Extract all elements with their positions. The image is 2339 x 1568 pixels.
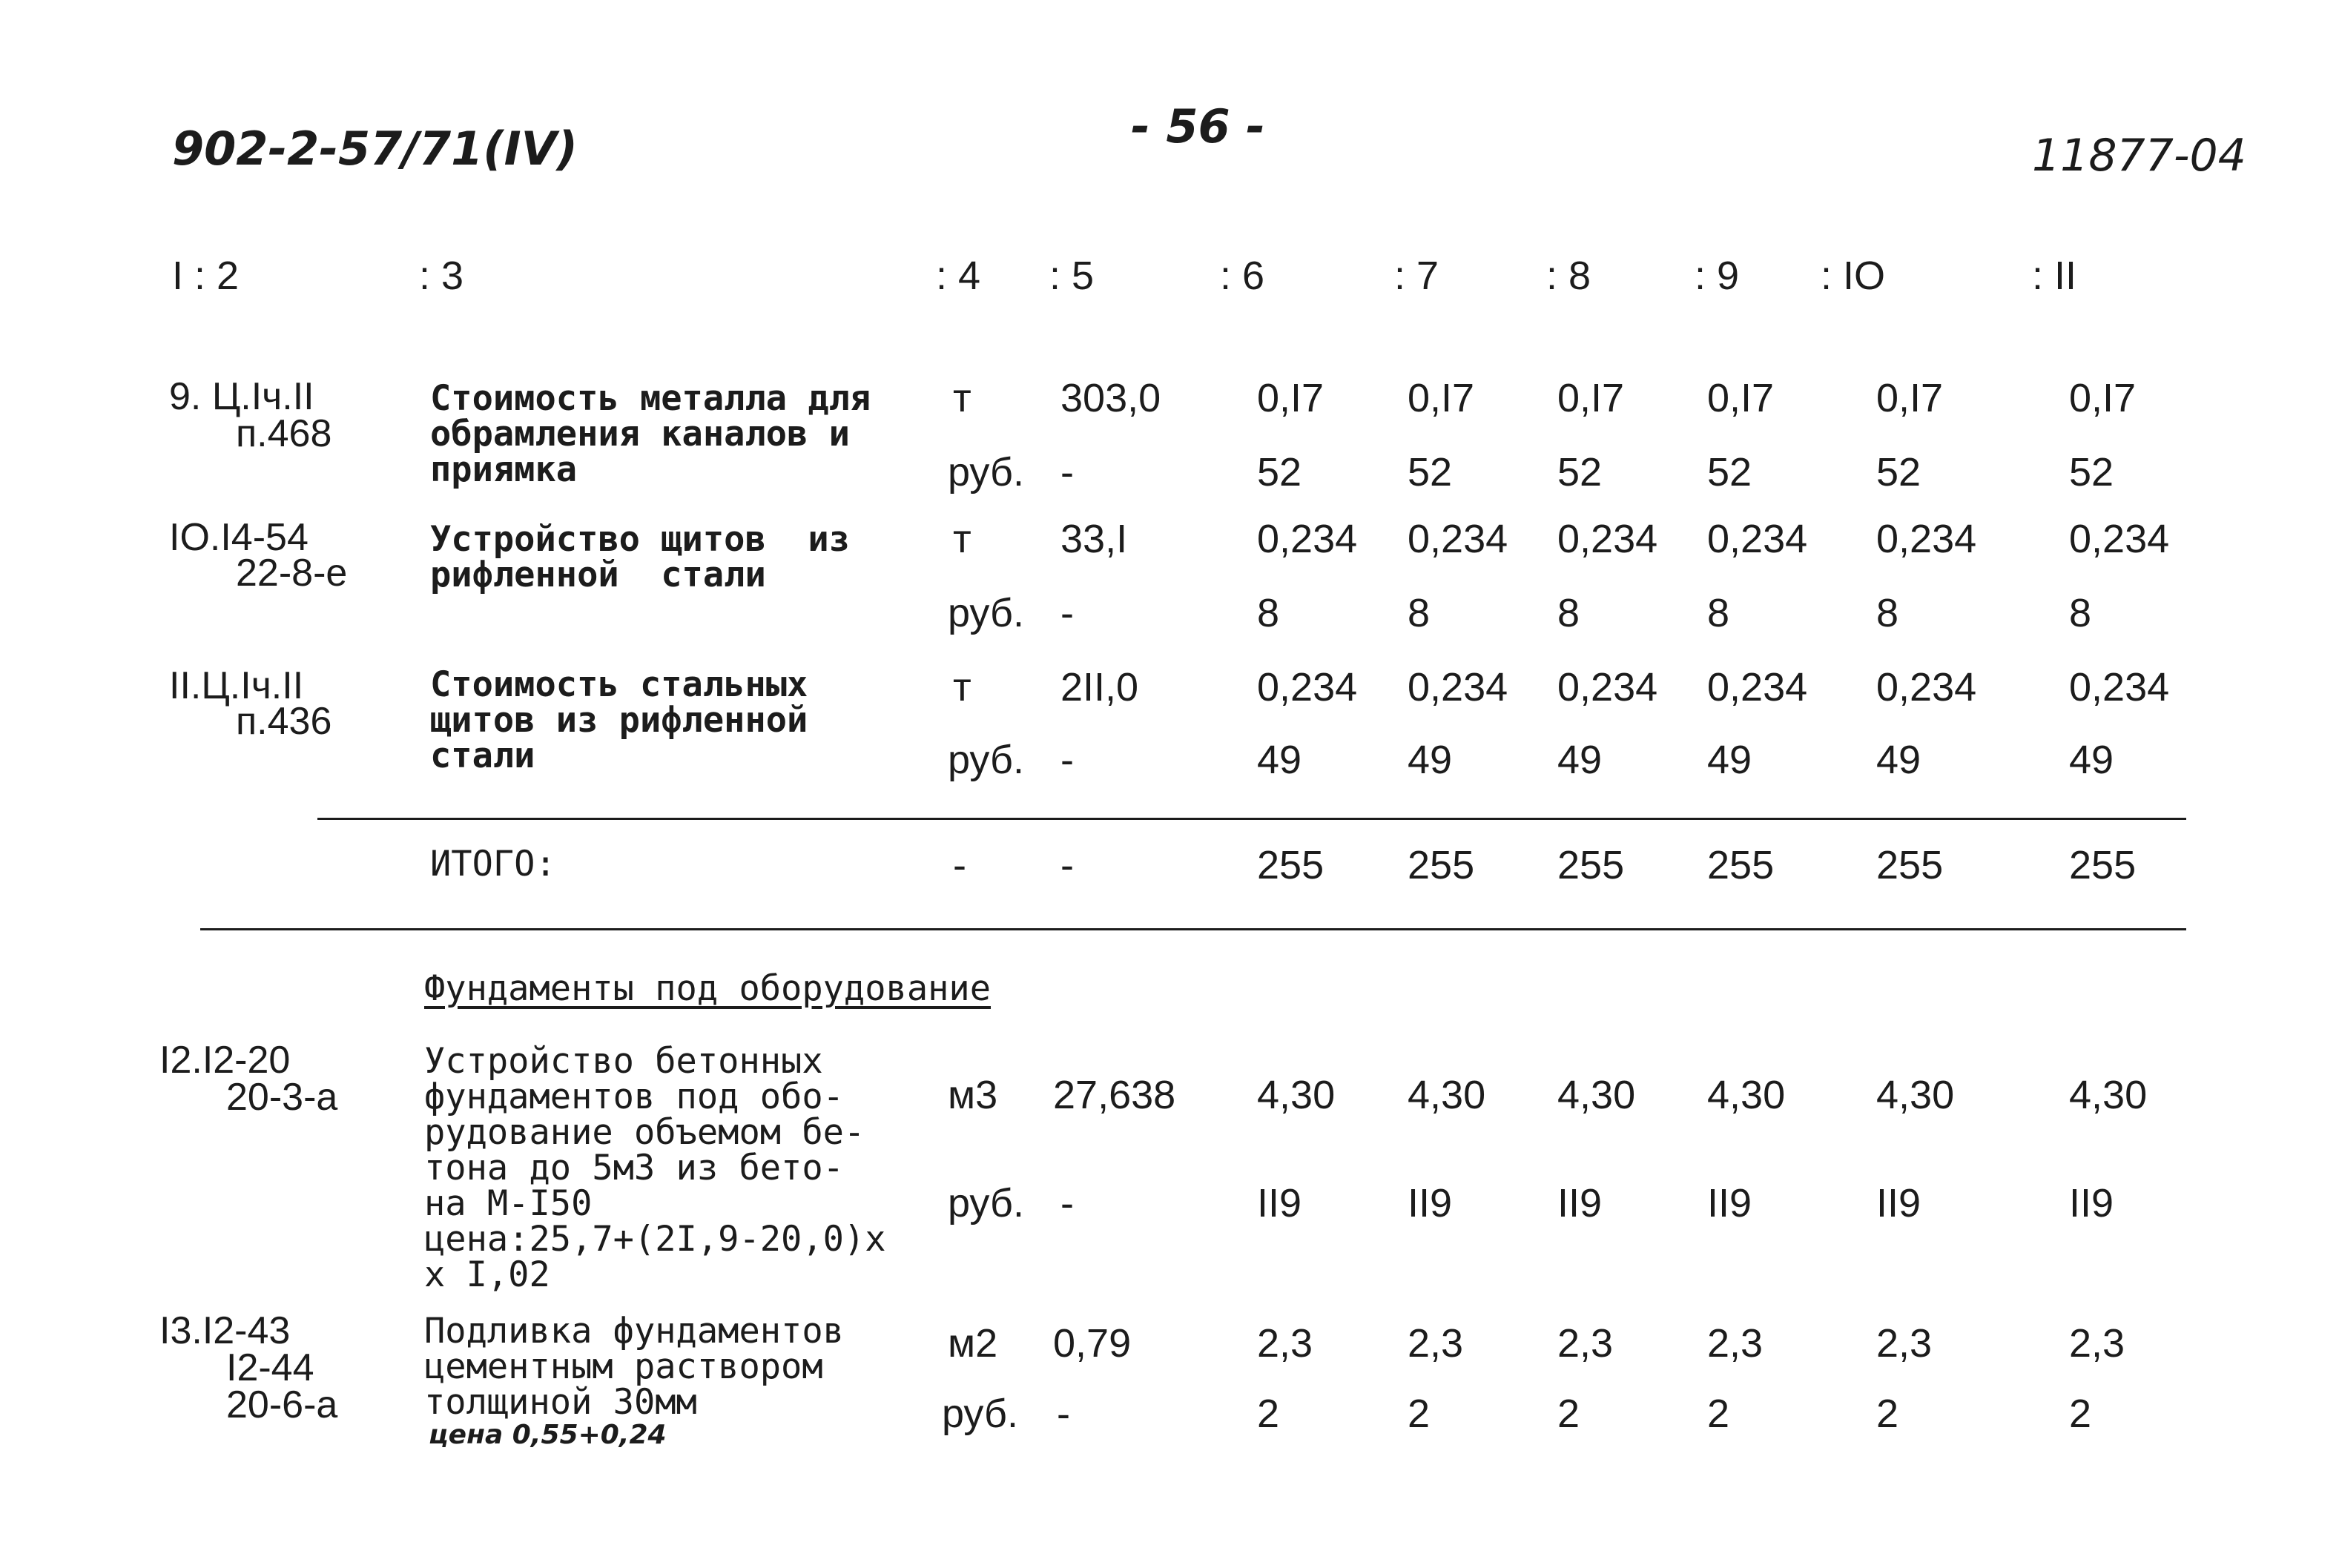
value-col-7: 0,I7 [1408,376,1475,420]
rub-col-8: II9 [1557,1181,1603,1225]
rub-col-9: 2 [1707,1392,1730,1436]
rub-col-11: 2 [2069,1392,2092,1436]
row-sub-code: п.468 [236,412,332,455]
value-col-9: 0,234 [1707,517,1808,561]
quantity-rub: - [1060,1181,1074,1225]
total-col-7: 255 [1408,843,1475,887]
row-sub-code: п.436 [236,700,332,743]
column-header-9: : 9 [1695,254,1740,298]
total-col-11: 255 [2069,843,2137,887]
unit-cubic-meters: м3 [948,1073,998,1117]
value-col-10: 0,I7 [1876,376,1944,420]
row-description: Стоимость стальных щитов из рифленной стали [430,664,808,776]
column-header-7: : 7 [1394,254,1439,298]
quantity: 27,638 [1053,1073,1176,1117]
unit-rubles: руб. [948,591,1024,635]
column-header-1-2: I : 2 [172,254,240,298]
rub-col-7: 2 [1408,1392,1431,1436]
column-header-10: : IO [1821,254,1886,298]
rub-col-6: 52 [1257,450,1302,494]
rub-col-10: 8 [1876,591,1899,635]
rub-col-9: 8 [1707,591,1730,635]
rub-col-10: 49 [1876,738,1921,782]
rub-col-7: 49 [1408,738,1453,782]
row-description: Устройство щитов из рифленной стали [430,519,850,595]
value-col-10: 4,30 [1876,1073,1955,1117]
rub-col-9: 52 [1707,450,1752,494]
value-col-6: 0,I7 [1257,376,1324,420]
value-col-11: 0,234 [2069,517,2170,561]
value-col-11: 4,30 [2069,1073,2148,1117]
unit-rubles: руб. [942,1392,1018,1436]
value-col-8: 0,234 [1557,665,1658,709]
quantity: 2II,0 [1060,665,1139,709]
value-col-10: 0,234 [1876,517,1977,561]
column-header-4: : 4 [936,254,981,298]
row-sub-code: 22-8-е [236,552,348,595]
value-col-9: 2,3 [1707,1321,1764,1366]
unit-rubles: руб. [948,1181,1024,1225]
rub-col-6: 2 [1257,1392,1280,1436]
value-col-10: 0,234 [1876,665,1977,709]
row-description: Устройство бетонных фундаментов под обо- рудование объемом бе- тона до 5м3 из бето- на М-I50 цена:25,7+(2I,9-20,0)х х I,02 [424,1041,886,1295]
divider-top [317,818,2186,820]
unit-tons: т [953,376,971,420]
rub-col-11: II9 [2069,1181,2114,1225]
value-col-8: 4,30 [1557,1073,1636,1117]
total-label: ИТОГО: [430,844,556,884]
unit-square-meters: м2 [948,1321,998,1366]
total-dash-unit: - [953,843,966,887]
section-title: Фундаменты под оборудование [424,968,992,1009]
sheet-code: 11877-04 [2032,130,2246,182]
total-col-6: 255 [1257,843,1324,887]
quantity-rub: - [1060,450,1074,494]
quantity-rub: - [1057,1392,1070,1436]
rub-col-6: 8 [1257,591,1280,635]
row-number-code: I3.I2-43 [159,1309,291,1352]
rub-col-7: 8 [1408,591,1431,635]
quantity: 33,I [1060,517,1128,561]
unit-rubles: руб. [948,738,1024,782]
value-col-8: 0,234 [1557,517,1658,561]
rub-col-9: 49 [1707,738,1752,782]
column-header-3: : 3 [419,254,464,298]
document-code: 902-2-57/71(IV) [172,122,578,176]
rub-col-11: 49 [2069,738,2114,782]
rub-col-6: 49 [1257,738,1302,782]
divider-bottom [200,928,2186,930]
total-col-9: 255 [1707,843,1775,887]
value-col-9: 0,234 [1707,665,1808,709]
row-description: Подливка фундаментов цементным раствором толщиной 30мм [424,1311,844,1423]
rub-col-11: 52 [2069,450,2114,494]
value-col-6: 4,30 [1257,1073,1336,1117]
value-col-7: 2,3 [1408,1321,1464,1366]
row-number-code: I2.I2-20 [159,1039,291,1082]
value-col-7: 4,30 [1408,1073,1486,1117]
page-number: - 56 - [1131,99,1265,153]
value-col-10: 2,3 [1876,1321,1933,1366]
row-number-code: IO.I4-54 [169,516,309,559]
value-col-8: 2,3 [1557,1321,1614,1366]
rub-col-8: 8 [1557,591,1580,635]
rub-col-8: 49 [1557,738,1603,782]
quantity: 0,79 [1053,1321,1132,1366]
value-col-9: 4,30 [1707,1073,1786,1117]
unit-tons: т [953,517,971,561]
column-header-6: : 6 [1220,254,1265,298]
total-dash-qty: - [1060,843,1074,887]
quantity-rub: - [1060,591,1074,635]
rub-col-8: 2 [1557,1392,1580,1436]
rub-col-7: II9 [1408,1181,1453,1225]
row-number-code: II.Ц.Iч.II [169,664,304,707]
value-col-8: 0,I7 [1557,376,1625,420]
rub-col-9: II9 [1707,1181,1752,1225]
value-col-6: 2,3 [1257,1321,1313,1366]
value-col-6: 0,234 [1257,517,1358,561]
rub-col-10: 2 [1876,1392,1899,1436]
row-sub-code: I2-44 20-6-а [226,1346,338,1426]
unit-tons: т [953,665,971,709]
unit-rubles: руб. [948,450,1024,494]
value-col-11: 0,234 [2069,665,2170,709]
column-header-5: : 5 [1049,254,1095,298]
price-note: цена 0,55+0,24 [429,1420,667,1450]
total-col-8: 255 [1557,843,1625,887]
rub-col-6: II9 [1257,1181,1302,1225]
quantity: 303,0 [1060,376,1161,420]
value-col-9: 0,I7 [1707,376,1775,420]
quantity-rub: - [1060,738,1074,782]
rub-col-10: 52 [1876,450,1921,494]
rub-col-8: 52 [1557,450,1603,494]
column-header-8: : 8 [1546,254,1591,298]
total-col-10: 255 [1876,843,1944,887]
value-col-7: 0,234 [1408,665,1508,709]
value-col-11: 0,I7 [2069,376,2137,420]
rub-col-11: 8 [2069,591,2092,635]
value-col-11: 2,3 [2069,1321,2125,1366]
row-sub-code: 20-3-а [226,1076,338,1119]
value-col-6: 0,234 [1257,665,1358,709]
value-col-7: 0,234 [1408,517,1508,561]
column-header-11: : II [2032,254,2077,298]
rub-col-10: II9 [1876,1181,1921,1225]
row-number-code: 9. Ц.Iч.II [169,375,314,418]
row-description: Стоимость металла для обрамления каналов и приямка [430,378,871,490]
rub-col-7: 52 [1408,450,1453,494]
